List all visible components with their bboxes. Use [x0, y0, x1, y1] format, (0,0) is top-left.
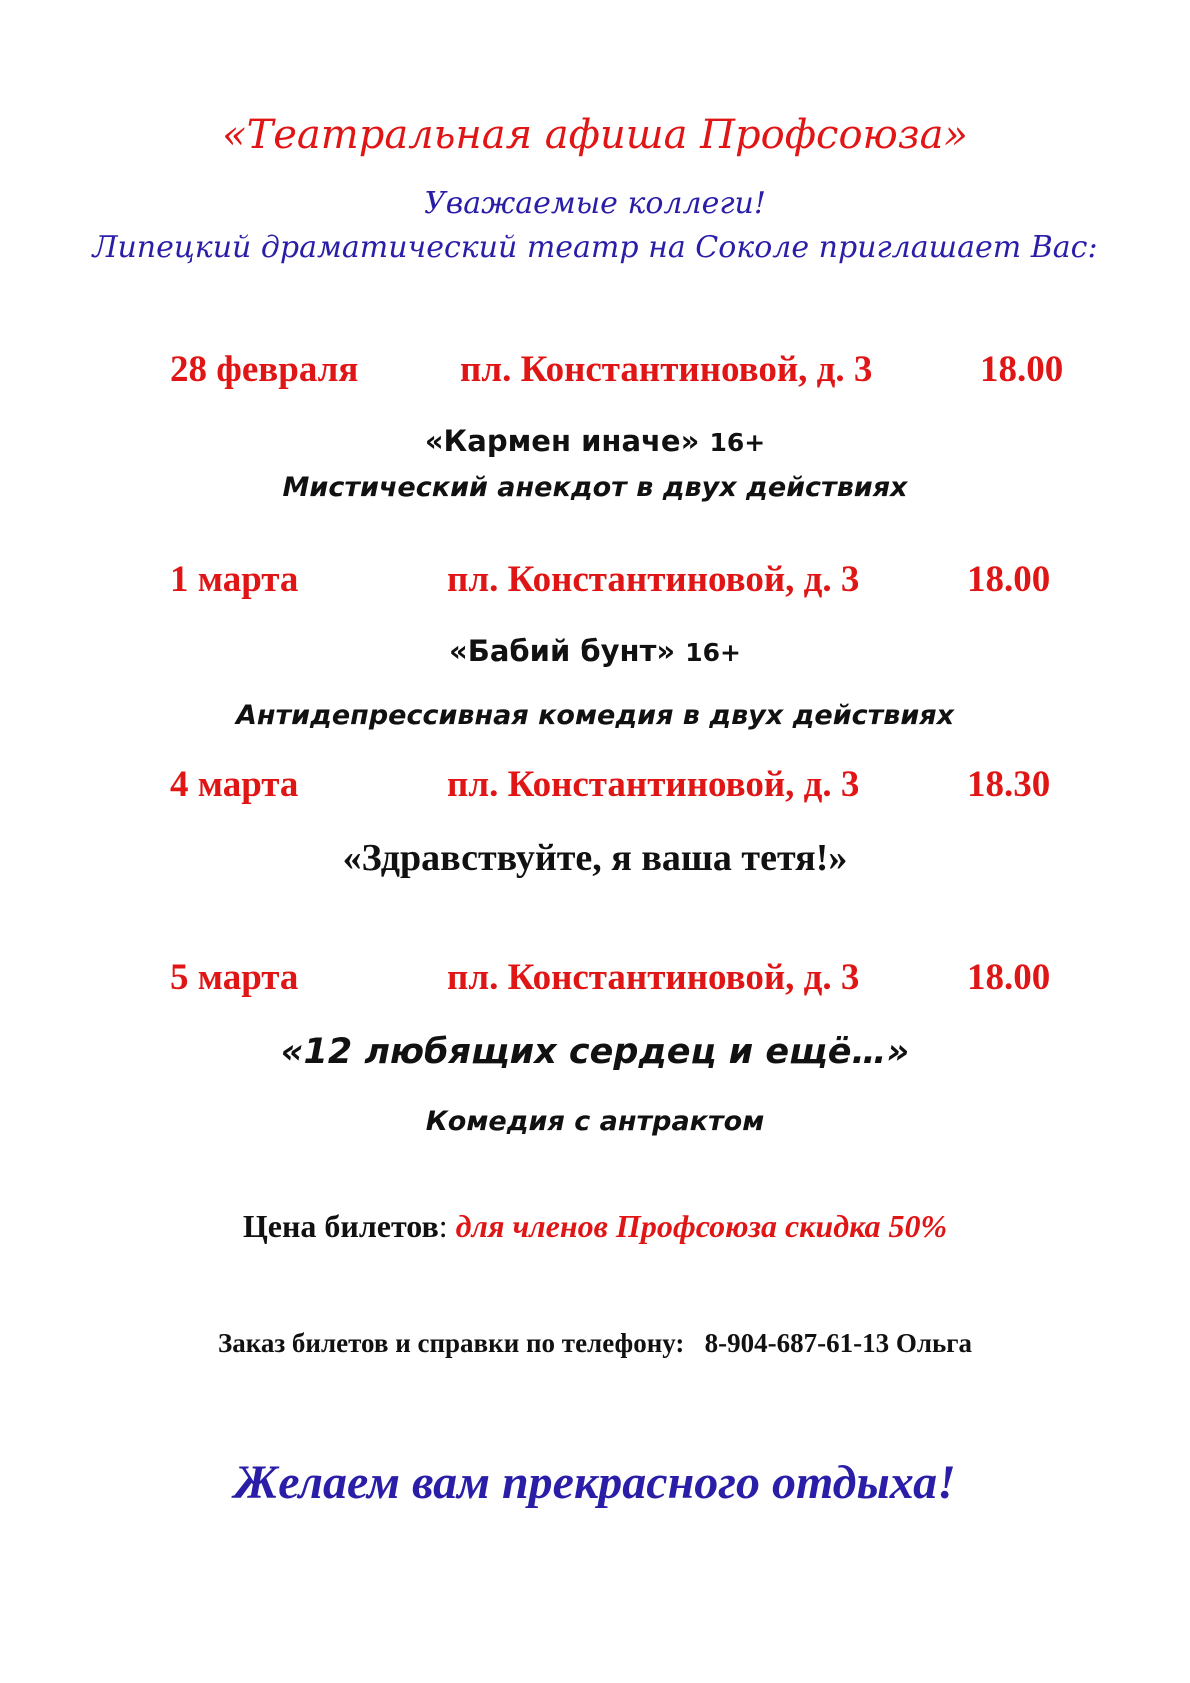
event-venue: пл. Константиновой, д. 3 [447, 764, 860, 805]
price-value: для членов Профсоюза скидка 50% [455, 1208, 948, 1244]
ticket-price [0, 1208, 1190, 1245]
contact-text: Заказ билетов и справки по телефону: [217, 1328, 685, 1358]
farewell-message: Желаем вам прекрасного отдыха! [234, 1456, 956, 1509]
age-rating: 16+ [685, 638, 741, 667]
event-time: 18.00 [967, 957, 1051, 998]
event-row [170, 348, 1063, 391]
poster-title: «Театральная афиша Профсоюза» [222, 112, 968, 158]
price-label: Цена билетов [242, 1208, 439, 1244]
event-date: 1 марта [170, 559, 299, 600]
contact-phone: 8-904-687-61-13 [704, 1328, 890, 1358]
show-title-text: «Бабий бунт» [449, 634, 676, 668]
event-row [170, 763, 1050, 806]
event-venue: пл. Константиновой, д. 3 [447, 559, 860, 600]
age-rating: 16+ [709, 428, 766, 457]
event-row [170, 956, 1050, 999]
event-date: 28 февраля [170, 349, 359, 390]
show-title: «Здравствуйте, я ваша тетя!» [342, 837, 848, 879]
show-description: Антидепрессивная комедия в двух действиях [235, 700, 955, 731]
show-title [0, 424, 1190, 458]
show-title [0, 634, 1190, 668]
contact-name: Ольга [895, 1328, 973, 1358]
event-date: 5 марта [170, 957, 299, 998]
event-venue: пл. Константиновой, д. 3 [447, 957, 860, 998]
event-date: 4 марта [170, 764, 299, 805]
event-time: 18.00 [980, 349, 1064, 390]
event-time: 18.00 [967, 559, 1051, 600]
show-title-text: «Кармен иначе» [424, 424, 700, 458]
invitation: Липецкий драматический театр на Соколе приглашает Вас: [92, 230, 1098, 265]
event-row [170, 558, 1050, 601]
show-description: Комедия с антрактом [425, 1106, 765, 1137]
contact-line [0, 1328, 1190, 1359]
event-time: 18.30 [967, 764, 1051, 805]
greeting: Уважаемые коллеги! [424, 186, 766, 221]
event-venue: пл. Константиновой, д. 3 [460, 349, 873, 390]
show-title: «12 любящих сердец и ещё…» [280, 1032, 910, 1072]
price-separator: : [438, 1208, 448, 1244]
show-description: Мистический анекдот в двух действиях [282, 472, 908, 503]
